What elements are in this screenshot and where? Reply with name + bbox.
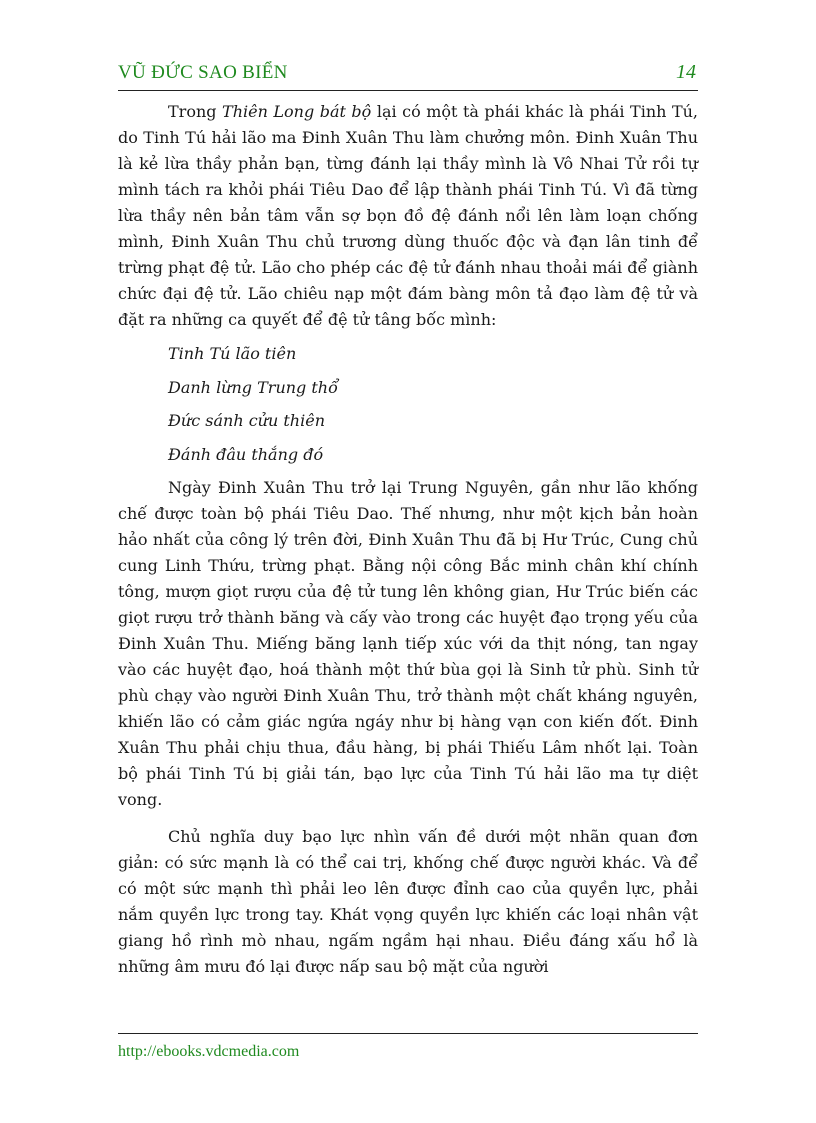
verse-line: Danh lừng Trung thổ xyxy=(168,377,338,397)
book-title: VŨ ĐỨC SAO BIỂN xyxy=(118,62,288,83)
paragraph-1-lead: Trong xyxy=(168,102,223,121)
verse-line: Đức sánh cửu thiên xyxy=(168,411,325,430)
page-footer xyxy=(118,1033,698,1061)
page-header xyxy=(118,58,698,91)
page-number: 14 xyxy=(676,61,696,83)
paragraph-1-text: lại có một tà phái khác là phái Tinh Tú, do Tinh Tú hải lão ma Đinh Xuân Thu làm chưởng môn. Đinh Xuân Thu là kẻ lừa thầy phản bạn, từng đánh lại thầy mình là Vô Nhai Tử rồi tự mình tách ra khỏi phái Tiêu Dao để lập thành phái Tinh Tú. Vì đã từng lừa thầy nên bản tâm vẫn sợ bọn đồ đệ đánh nổi lên làm loạn chống mình, Đinh Xuân Thu chủ trương dùng thuốc độc và đạn lân tinh để trừng phạt đệ tử. Lão cho phép các đệ tử đánh nhau thoải mái để giành chức đại đệ tử. Lão chiêu nạp một đám bàng môn tả đạo làm đệ tử và đặt ra những ca quyết để đệ tử tâng bốc mình: xyxy=(118,102,699,329)
verse-line: Đánh đâu thắng đó xyxy=(168,444,324,464)
page-content xyxy=(118,99,698,980)
verse-line: Tinh Tú lão tiên xyxy=(168,344,297,363)
book-reference: Thiên Long bát bộ xyxy=(222,102,372,121)
paragraph-3: Chủ nghĩa duy bạo lực nhìn vấn đề dưới một nhãn quan đơn giản: có sức mạnh là có thể cai trị, khống chế được người khác. Và để có một sức mạnh thì phải leo lên được đỉnh cao của quyền lực, phải nắm quyền lực trong tay. Khát vọng quyền lực khiến các loại nhân vật giang hồ rình mò nhau, ngấm ngầm hại nhau. Điều đáng xấu hổ là những âm mưu đó lại được nấp sau bộ mặt của người xyxy=(118,827,698,976)
verse-block xyxy=(168,341,698,475)
footer-link[interactable]: http://ebooks.vdcmedia.com xyxy=(118,1043,300,1060)
paragraph-2: Ngày Đinh Xuân Thu trở lại Trung Nguyên, gần như lão khống chế được toàn bộ phái Tiêu Dao. Thế nhưng, như một kịch bản hoàn hảo nhất của công lý trên đời, Đinh Xuân Thu đã bị Hư Trúc, Cung chủ cung Linh Thứu, trừng phạt. Bằng nội công Bắc minh chân khí chính tông, mượn giọt rượu của đệ tử tung lên không gian, Hư Trúc biến các giọt rượu trở thành băng và cấy vào trong các huyệt đạo trọng yếu của Đinh Xuân Thu. Miếng băng lạnh tiếp xúc với da thịt nóng, tan ngay vào các huyệt đạo, hoá thành một thứ bùa gọi là Sinh tử phù. Sinh tử phù chạy vào người Đinh Xuân Thu, trở thành một chất kháng nguyên, khiến lão có cảm giác ngứa ngáy như bị hàng vạn con kiến đốt. Đinh Xuân Thu phải chịu thua, đầu hàng, bị phái Thiếu Lâm nhốt lại. Toàn bộ phái Tinh Tú bị giải tán, bạo lực của Tinh Tú hải lão ma tự diệt vong. xyxy=(118,478,698,809)
paragraph-1 xyxy=(118,99,698,333)
